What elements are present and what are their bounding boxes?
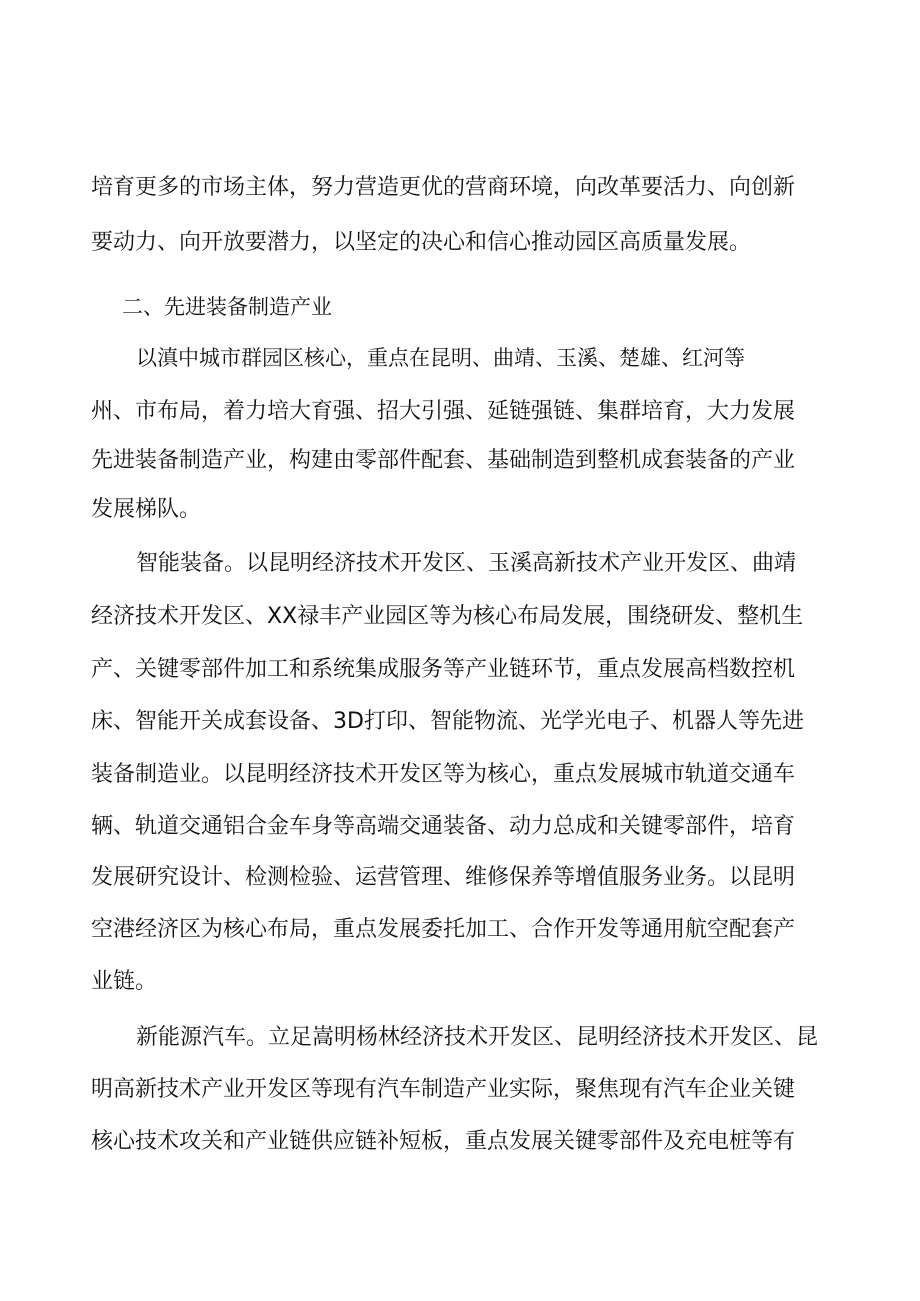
text-line: 发展梯队。: [91, 497, 202, 522]
text-line: 产、关键零部件加工和系统集成服务等产业链环节，重点发展高档数控机: [91, 657, 796, 682]
text-line: 智能装备。以昆明经济技术开发区、玉溪高新技术产业开发区、曲靖: [136, 551, 797, 576]
text-line: 发展研究设计、检测检验、运营管理、维修保养等增值服务业务。以昆明: [91, 865, 796, 890]
text-line: 以滇中城市群园区核心，重点在昆明、曲靖、玉溪、楚雄、红河等: [136, 346, 745, 370]
text-line: 新能源汽车。立足嵩明杨林经济技术开发区、昆明经济技术开发区、昆: [136, 1025, 819, 1050]
text-line: 业链。: [91, 969, 158, 994]
text-line: 辆、轨道交通铝合金车身等高端交通装备、动力总成和关键零部件，培育: [91, 814, 796, 839]
text-line: 先进装备制造产业，构建由零部件配套、基础制造到整机成套装备的产业: [91, 448, 796, 473]
text-line: 州、市布局，着力培大育强、招大引强、延链强链、集群培育，大力发展: [91, 399, 796, 424]
text-line: 培育更多的市场主体，努力营造更优的营商环境，向改革要活力、向创新: [91, 175, 796, 200]
text-line: 床、智能开关成套设备、3D打印、智能物流、光学光电子、机器人等先进: [91, 709, 804, 734]
section-heading: 二、先进装备制造产业: [122, 295, 332, 319]
text-line: 明高新技术产业开发区等现有汽车制造产业实际，聚焦现有汽车企业关键: [91, 1077, 796, 1102]
text-line: 空港经济区为核心布局，重点发展委托加工、合作开发等通用航空配套产: [91, 917, 796, 942]
text-line: 要动力、向开放要潜力，以坚定的决心和信心推动园区高质量发展。: [91, 230, 752, 255]
text-line: 装备制造业。以昆明经济技术开发区等为核心，重点发展城市轨道交通车: [91, 762, 796, 787]
text-line: 核心技术攻关和产业链供应链补短板，重点发展关键零部件及充电桩等有: [91, 1129, 796, 1154]
text-line: 经济技术开发区、XX禄丰产业园区等为核心布局发展，围绕研发、整机生: [91, 604, 804, 629]
